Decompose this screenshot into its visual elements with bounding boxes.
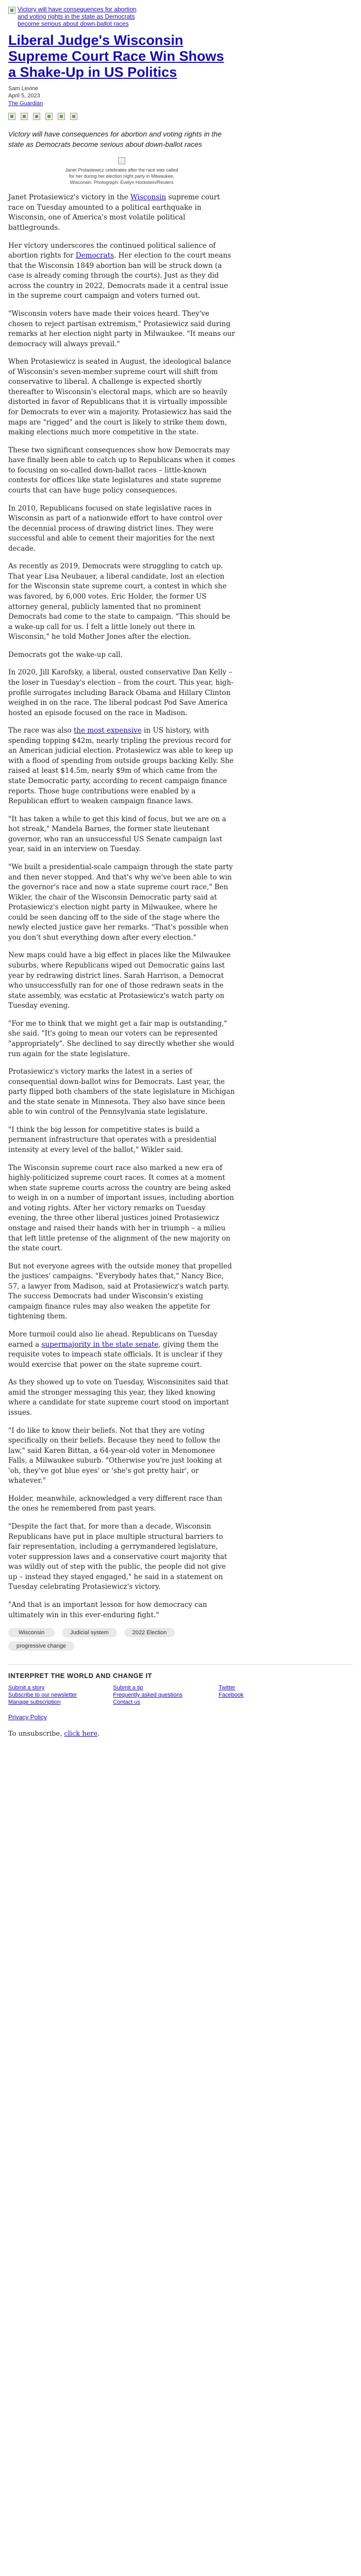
paragraph-text: The race was also — [8, 726, 74, 735]
photo-placeholder-icon — [118, 157, 125, 164]
article-paragraph: In 2010, Republicans focused on state legislative races in Wisconsin as part of a nationwide effort to have control over the decennial process of drawing district lines. They were successful and able to cement their majorities for the next decade. — [8, 504, 223, 553]
email-icon[interactable] — [33, 113, 40, 120]
article-paragraph: "For me to think that we might get a fair map is outstanding," she said. "It's going to mean our voters can be represented "appropriately". She declined to say directly whether she would run again for the state legislature. — [8, 1019, 235, 1058]
facebook-icon[interactable] — [8, 113, 15, 120]
share-row — [8, 113, 353, 120]
figure — [8, 157, 235, 185]
article-paragraph: The Wisconsin supreme court race also marked a new era of highly-politicized supreme court races. It comes at a moment when state supreme courts across the country are being asked to weigh in on a number of important issues, including abortion and voting rights. After her victory remarks on Tuesday evening, the three other liberal justices joined Protasiewicz onstage and raised their hands with her in triumph – a milieu that left little pretense of the alignment of the new majority on the state court. — [8, 1163, 234, 1253]
twitter-icon[interactable] — [21, 113, 28, 120]
article-paragraph — [8, 193, 235, 233]
link-icon[interactable] — [70, 113, 77, 120]
paragraph-text: Janet Protasiewicz's victory in the — [8, 193, 130, 202]
inline-link[interactable]: supermajority in the state senate — [41, 1340, 159, 1349]
footer-link[interactable]: Frequently asked questions — [113, 1692, 183, 1699]
article-paragraph: New maps could have a big effect in places like the Milwaukee suburbs, where Republicans wiped out Democratic gains last year by redrawing district lines. Sarah Harrison, a Democrat who unsuccessfully ran for one of those redrawn seats in the state assembly, was ecstatic at Protasiewicz's watch party on Tuesday evening. — [8, 951, 231, 1010]
reddit-icon[interactable] — [45, 113, 53, 120]
article-body — [8, 193, 353, 1620]
article-paragraph: "Wisconsin voters have made their voices heard. They've chosen to reject partisan extremism," Protasiewicz said during remarks at her election night party in Milwaukee. "It means our democracy will always prevail." — [8, 309, 235, 348]
article-paragraph — [8, 1330, 235, 1370]
privacy-policy — [8, 1714, 353, 1721]
unsubscribe-text: To unsubscribe, — [8, 1730, 64, 1738]
headline[interactable]: Liberal Judge's Wisconsin Supreme Court Race Win Shows a Shake-Up in US Politics — [8, 32, 224, 80]
article-paragraph: Holder, meanwhile, acknowledged a very different race than the ones he remembered from past years. — [8, 1494, 222, 1513]
paragraph-text: supreme court race on Tuesday amounted to a political earthquake in Wisconsin, one of America's most volatile political battlegrounds. — [8, 193, 220, 232]
article-paragraph: When Protasiewicz is seated in August, the ideological balance of Wisconsin's seven-member supreme court will shift from conservative to liberal. A challenge is expected shortly thereafter to Wisconsin's electoral maps, which are so heavily distorted in favor of Republicans that it is virtually impossible for Democrats to ever win a majority. Protasiewicz has said the maps are "rigged" and the court is likely to strike them down, making elections much more competitive in the state. — [8, 358, 232, 437]
footer-columns — [8, 1685, 353, 1705]
banner-alt-text: Victory will have consequences for abortion and voting rights in the state as Democrats become serious about down-ballot races — [18, 6, 137, 27]
author: Sam Levine — [8, 85, 39, 92]
footer-link[interactable]: Contact us — [113, 1699, 140, 1706]
article-paragraph: "I do like to know their beliefs. Not that they are voting specifically on their beliefs. Because they need to follow the law," said Karen Bittan, a 64-year-old voter in Menomonee Falls, a Milwaukee suburb. "Otherwise you're just looking at 'oh, they've got blue eyes' or 'she's got pretty hair', or whatever." — [8, 1426, 222, 1485]
footer-column-left — [8, 1685, 77, 1705]
tag-pill[interactable]: Judicial system — [62, 1628, 117, 1637]
paragraph-text: . Her election to the court means that the Wisconsin 1849 abortion ban will be struck down (a case is already coming through the courts). Just as they did across the country in 2022, Democrats made it a central issue in the supreme court campaign and voters turned out. — [8, 251, 231, 300]
broken-image-icon — [8, 7, 15, 14]
unsubscribe-link[interactable]: click here — [64, 1730, 98, 1738]
article-paragraph: Protasiewicz's victory marks the latest in a series of consequential down-ballot wins for Democrats. Last year, the party flipped both chambers of the state legislature in Michigan and the state senate in Minnesota. They also have since been able to win control of the Pennsylvania state legislature. — [8, 1067, 235, 1116]
print-icon[interactable] — [58, 113, 65, 120]
date: April 5, 2023 — [8, 93, 40, 99]
paragraph-text: Her victory underscores the continued political salience of abortion rights for — [8, 241, 216, 260]
footer-link[interactable]: Submit a story — [8, 1685, 45, 1691]
article-paragraph: "And that is an important lesson for how democracy can ultimately win in this ever-enduring fight." — [8, 1600, 207, 1619]
footer-title: INTERPRET THE WORLD AND CHANGE IT — [8, 1672, 152, 1680]
footer-link[interactable]: Facebook — [218, 1692, 244, 1699]
article-paragraph: In 2020, Jill Karofsky, a liberal, ousted conservative Dan Kelly – the loser in Tuesday's election – from the court. This year, high-profile surrogates including Barack Obama and Hillary Clinton weighed in on the race. The liberal podcast Pod Save America hosted an episode focused on the race in Madison. — [8, 668, 234, 717]
article-paragraph: As recently as 2019, Democrats were struggling to catch up. That year Lisa Neubauer, a liberal candidate, lost an election for the Wisconsin state supreme court, a contest in which she was favored, by 6,000 votes. Eric Holder, the former US attorney general, publicly lamented that no prominent Democrats had come to the state to campaign. "This should be a wake-up call for us. I felt a little lonely out there in Wisconsin," he told Mother Jones after the election. — [8, 562, 231, 641]
footer-column-right — [219, 1685, 243, 1705]
article-paragraph: These two significant consequences show how Democrats may have finally been able to catch up to Republicans when it comes to focusing on so-called down-ballot races – little-known contests for offices like state legislatures and state supreme courts that can have huge policy consequences. — [8, 446, 235, 495]
article-paragraph: "I think the big lesson for competitive states is build a permanent infrastructure that operates with a presidential intensity at every level of the ballot," Wikler said. — [8, 1125, 217, 1154]
figure-caption: Janet Protasiewicz celebrates after the race was called for her during her election night party in Milwaukee, Wisconsin. Photograph: Evelyn Hockstein/Reuters — [65, 167, 178, 185]
article-paragraph: "It has taken a while to get this kind of focus, but we are on a hot streak," Mandela Barnes, the former state lieutenant governor, who ran an unsuccessful US Senate campaign last year, said in an interview on Tuesday. — [8, 815, 226, 854]
paragraph-text: , giving them the requisite votes to impeach state officials. It is unclear if they would exercise that power on the state supreme court. — [8, 1340, 223, 1369]
article-paragraph: "Despite the fact that, for more than a decade, Wisconsin Republicans have put in place multiple structural barriers to fair representation, including a gerrymandered legislature, voter suppression laws and a conservative court majority that was wildly out of step with the public, the people did not give up – instead they stayed engaged," he said in a statement on Tuesday celebrating Protasiewicz's victory. — [8, 1522, 227, 1591]
unsubscribe-line — [8, 1730, 353, 1738]
banner-image — [8, 6, 142, 27]
footer-link[interactable]: Manage subscription — [8, 1699, 61, 1706]
publication-link[interactable]: The Guardian — [8, 100, 43, 107]
article-paragraph — [8, 726, 235, 807]
unsubscribe-end: . — [97, 1730, 100, 1738]
footer-link[interactable]: Submit a tip — [113, 1685, 143, 1691]
inline-link[interactable]: the most expensive — [73, 726, 142, 735]
standfirst: Victory will have consequences for abortion and voting rights in the state as Democrats become serious about down-ballot races — [8, 130, 222, 148]
privacy-policy-link[interactable]: Privacy Policy — [8, 1714, 47, 1721]
footer-column-middle — [113, 1685, 183, 1705]
footer-link[interactable]: Twitter — [218, 1685, 236, 1691]
footer — [8, 1664, 353, 1738]
paragraph-text: More turmoil could also lie ahead. Republicans on Tuesday earned a — [8, 1330, 218, 1349]
article-paragraph: As they showed up to vote on Tuesday, Wisconsinites said that amid the stronger messaging this year, they liked knowing where a candidate for state supreme court stood on important issues. — [8, 1378, 229, 1417]
paragraph-text: in US history, with spending topping $42m, nearly tripling the previous record for an American judicial election. Protasiewicz was able to keep up with a flood of spending from outside groups backing Kelly. She raised at least $14.5m, nearly $9m of which came from the state Democratic party, according to recent campaign finance reports. Those huge contributions were enabled by a Republican effort to weaken campaign finance laws. — [8, 726, 234, 806]
article-paragraph — [8, 241, 235, 301]
byline — [8, 85, 353, 108]
tag-pill[interactable]: progressive change — [8, 1641, 74, 1651]
inline-link[interactable]: Democrats — [75, 251, 114, 260]
tag-pill[interactable]: Wisconsin — [8, 1628, 55, 1637]
article-paragraph: Democrats got the wake-up call. — [8, 650, 123, 659]
footer-link[interactable]: Subscribe to our newsletter — [8, 1692, 77, 1699]
article-paragraph: But not everyone agrees with the outside money that propelled the justices' campaigns. "Everybody hates that," Nancy Bice, 57, a lawyer from Madison, said at Protasiewicz's watch party. The success Democrats had under Wisconsin's existing campaign finance rules may also weaken the appetite for tightening them. — [8, 1262, 232, 1321]
tag-list — [8, 1628, 194, 1651]
tag-pill[interactable]: 2022 Election — [124, 1628, 175, 1637]
article-paragraph: "We built a presidential-scale campaign through the state party and then never stopped. And that's why we've been able to win the governor's race and now a state supreme court race," Ben Wikler, the chair of the Wisconsin Democratic party said at Protasiewicz's election night party in Milwaukee, where he could be seen dancing off to the side of the stage where the newly elected justice gave her remarks. "That's possible when you don't shut everything down after every election." — [8, 862, 233, 942]
inline-link[interactable]: Wisconsin — [130, 193, 167, 202]
